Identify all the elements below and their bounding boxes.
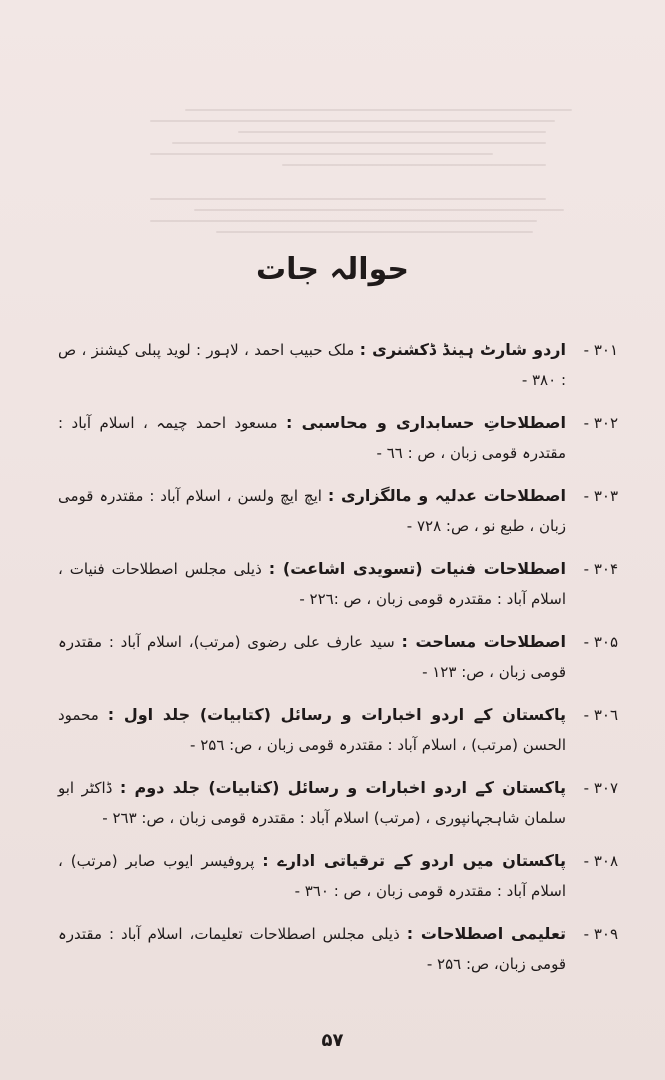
reference-text — [58, 335, 566, 395]
reference-number: ۳۰۹ - — [583, 925, 618, 943]
reference-text — [58, 773, 566, 833]
reference-list — [58, 335, 618, 992]
reference-details: ایچ ایچ ولسن ، اسلام آباد : مقتدرہ قومی زبان ، طبع نو ، ص: ۷۲۸ - — [58, 487, 566, 535]
page-title: حوالہ جات — [255, 252, 410, 287]
reference-item — [58, 554, 618, 614]
reference-item — [58, 335, 618, 395]
reference-title: پاکستان کے اردو اخبارات و رسائل (کتابیات) جلد اول : — [107, 705, 566, 724]
reference-text — [58, 408, 566, 468]
reference-text — [58, 700, 566, 760]
reference-text — [58, 554, 566, 614]
reference-details: ملک حبیب احمد ، لاہور : لوید پبلی کیشنز ، ص : ۳۸۰ - — [58, 341, 566, 389]
reference-details: پروفیسر ایوب صابر (مرتب) ، اسلام آباد : مقتدرہ قومی زبان ، ص : ۳٦۰ - — [58, 852, 566, 900]
reference-details: محمود الحسن (مرتب) ، اسلام آباد : مقتدرہ قومی زبان ، ص: ۲۵٦ - — [58, 706, 566, 754]
reference-text — [58, 627, 566, 687]
reference-number: ۳۰۲ - — [583, 414, 618, 432]
reference-number: ۳۰٦ - — [583, 706, 618, 724]
reference-title: اصطلاحات عدلیہ و مالگزاری : — [327, 486, 566, 505]
reference-title: اصطلاحات فنیات (تسویدی اشاعت) : — [268, 559, 566, 578]
reference-number: ۳۰۵ - — [583, 633, 618, 651]
reference-text — [58, 919, 566, 979]
reference-title: اردو شارٹ ہینڈ ڈکشنری : — [359, 340, 566, 359]
reference-text — [58, 481, 566, 541]
reference-text — [58, 846, 566, 906]
reference-number: ۳۰۱ - — [583, 341, 618, 359]
reference-title: اصطلاحاتِ حسابداری و محاسبی : — [286, 413, 567, 432]
reference-title: اصطلاحات مساحت : — [401, 632, 566, 651]
reference-details: ذیلی مجلس اصطلاحات تعلیمات، اسلام آباد : مقتدرہ قومی زبان، ص: ۲۵٦ - — [58, 925, 566, 973]
reference-title: تعلیمی اصطلاحات : — [406, 924, 566, 943]
reference-details: ذیلی مجلس اصطلاحات فنیات ، اسلام آباد : مقتدرہ قومی زبان ، ص :۲۲٦ - — [58, 560, 566, 608]
reference-details: سید عارف علی رضوی (مرتب)، اسلام آباد : مقتدرہ قومی زبان ، ص: ۱۲۳ - — [58, 633, 566, 681]
reference-item — [58, 481, 618, 541]
reference-number: ۳۰۸ - — [583, 852, 618, 870]
reference-title: پاکستان کے اردو اخبارات و رسائل (کتابیات) جلد دوم : — [119, 778, 566, 797]
reference-item — [58, 700, 618, 760]
reference-title: پاکستان میں اردو کے ترقیاتی ادارے : — [262, 851, 566, 870]
reference-number: ۳۰۳ - — [583, 487, 618, 505]
page-number: ۵۷ — [321, 1030, 344, 1051]
reference-number: ۳۰۷ - — [583, 779, 618, 797]
reference-item — [58, 773, 618, 833]
reference-item — [58, 919, 618, 979]
reference-number: ۳۰۴ - — [583, 560, 618, 578]
reference-item — [58, 627, 618, 687]
reference-item — [58, 846, 618, 906]
reference-details: مسعود احمد چیمہ ، اسلام آباد : مقتدرہ قومی زبان ، ص : ٦٦ - — [58, 414, 566, 462]
reference-item — [58, 408, 618, 468]
reference-details: ڈاکٹر ابو سلمان شاہجہانپوری ، (مرتب) اسلام آباد : مقتدرہ قومی زبان ، ص: ۲٦۳ - — [58, 779, 566, 827]
show-through-text — [150, 100, 590, 320]
